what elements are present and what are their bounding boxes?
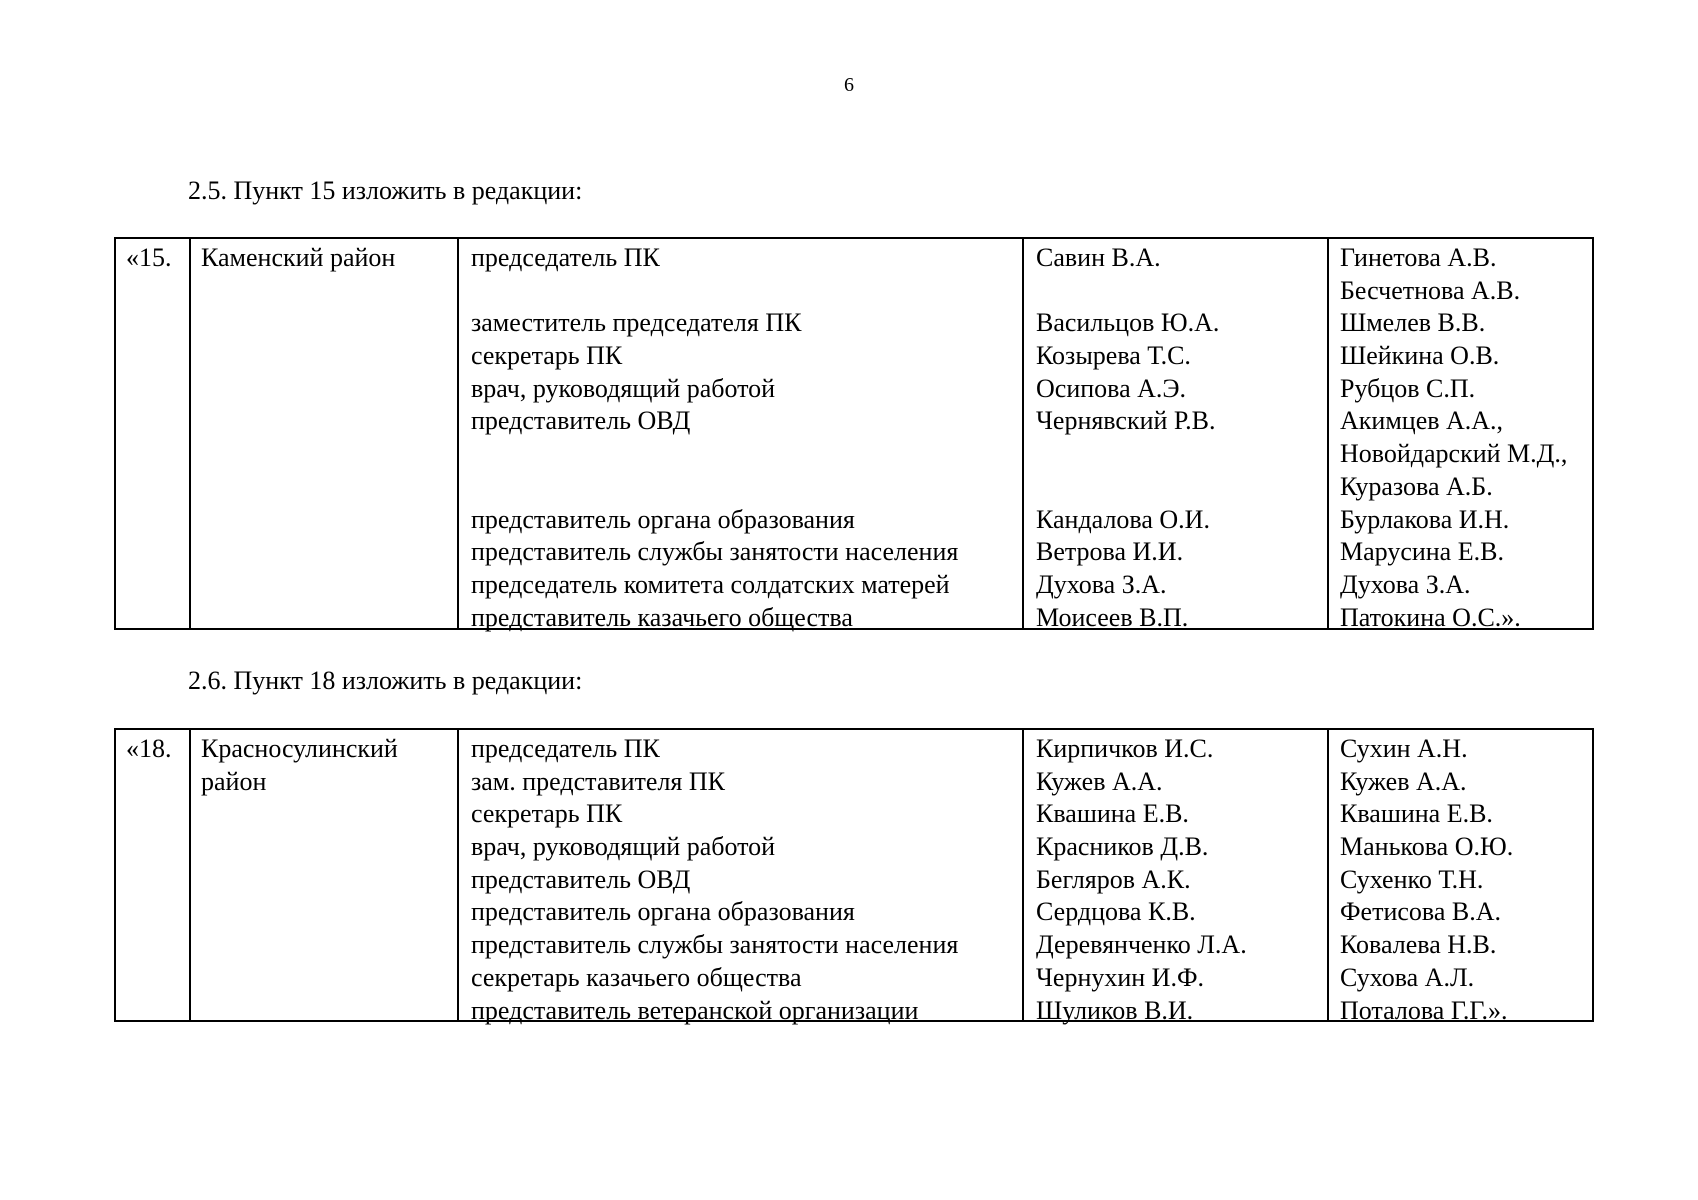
reserve-name: Сухенко Т.Н. [1340,864,1484,894]
role-label: представитель ОВД [471,864,691,894]
section-heading: 2.5. Пункт 15 изложить в редакции: [188,176,583,205]
role-label: представитель органа образования [471,504,855,534]
reserve-column [1327,239,1592,632]
item-number-cell [116,730,189,1020]
reserve-name: Бурлакова И.Н. [1340,504,1510,534]
page-number: 6 [844,74,854,96]
commission-table [114,237,1594,630]
district-cell [189,239,457,628]
member-name: Осипова А.Э. [1036,373,1187,403]
reserve-name: Бесчетнова А.В. [1340,275,1521,305]
role-label: врач, руководящий работой [471,832,776,862]
member-name: Моисеев В.П. [1036,602,1189,632]
reserve-name: Патокина О.С.». [1340,602,1521,632]
role-label: представитель ОВД [471,406,691,436]
role-label: секретарь ПК [471,341,623,371]
role-spacer [471,471,1022,504]
member-column [1022,730,1327,1025]
role-label: секретарь ПК [471,799,623,829]
member-name: Васильцов Ю.А. [1036,308,1220,338]
role-column [457,239,1022,632]
district-name: Красносулинский район [201,734,398,796]
member-spacer [1036,471,1327,504]
role-spacer [471,275,1022,308]
member-name: Козырева Т.С. [1036,341,1191,371]
reserve-name: Новойдарский М.Д., [1340,439,1568,469]
reserve-name: Кужев А.А. [1340,766,1467,796]
member-spacer [1036,275,1327,308]
reserve-name: Шмелев В.В. [1340,308,1486,338]
member-name: Чернухин И.Ф. [1036,962,1204,992]
reserve-name: Манькова О.Ю. [1340,832,1514,862]
reserve-name: Квашина Е.В. [1340,799,1493,829]
role-label: председатель ПК [471,243,660,272]
item-number: «15. [126,243,172,272]
reserve-name: Духова З.А. [1340,569,1471,599]
role-label: представитель службы занятости населения [471,930,959,960]
member-name: Шуликов В.И. [1036,995,1194,1025]
member-name: Бегляров А.К. [1036,864,1191,894]
district-name: Каменский район [201,243,396,272]
role-label: председатель комитета солдатских матерей [471,569,950,599]
reserve-name: Куразова А.Б. [1340,471,1493,501]
member-name: Ветрова И.И. [1036,537,1184,567]
role-column [457,730,1022,1025]
reserve-name: Сухова А.Л. [1340,962,1475,992]
reserve-column [1327,730,1592,1025]
member-name: Квашина Е.В. [1036,799,1189,829]
role-label: секретарь казачьего общества [471,962,802,992]
reserve-name: Поталова Г.Г.». [1340,995,1508,1025]
role-label: представитель ветеранской организации [471,995,919,1025]
reserve-name: Рубцов С.П. [1340,373,1476,403]
role-label: заместитель председателя ПК [471,308,802,338]
role-label: зам. представителя ПК [471,766,726,796]
reserve-name: Фетисова В.А. [1340,897,1501,927]
role-label: председатель ПК [471,734,660,763]
district-cell [189,730,457,1020]
member-name: Кирпичков И.С. [1036,734,1214,763]
member-name: Савин В.А. [1036,243,1161,272]
item-number-cell [116,239,189,628]
reserve-name: Акимцев А.А., [1340,406,1504,436]
member-name: Кужев А.А. [1036,766,1163,796]
section-heading: 2.6. Пункт 18 изложить в редакции: [188,666,583,695]
role-label: врач, руководящий работой [471,373,776,403]
role-label: представитель службы занятости населения [471,537,959,567]
member-name: Деревянченко Л.А. [1036,930,1247,960]
role-label: представитель органа образования [471,897,855,927]
role-spacer [471,438,1022,471]
member-name: Сердцова К.В. [1036,897,1196,927]
reserve-name: Шейкина О.В. [1340,341,1500,371]
commission-table [114,728,1594,1025]
reserve-name: Ковалева Н.В. [1340,930,1497,960]
member-name: Чернявский Р.В. [1036,406,1216,436]
reserve-name: Марусина Е.В. [1340,537,1504,567]
role-label: представитель казачьего общества [471,602,853,632]
member-spacer [1036,438,1327,471]
member-column [1022,239,1327,632]
member-name: Кандалова О.И. [1036,504,1210,534]
reserve-name: Сухин А.Н. [1340,734,1468,763]
item-number: «18. [126,734,172,763]
member-name: Духова З.А. [1036,569,1167,599]
reserve-name: Гинетова А.В. [1340,243,1497,272]
member-name: Красников Д.В. [1036,832,1209,862]
